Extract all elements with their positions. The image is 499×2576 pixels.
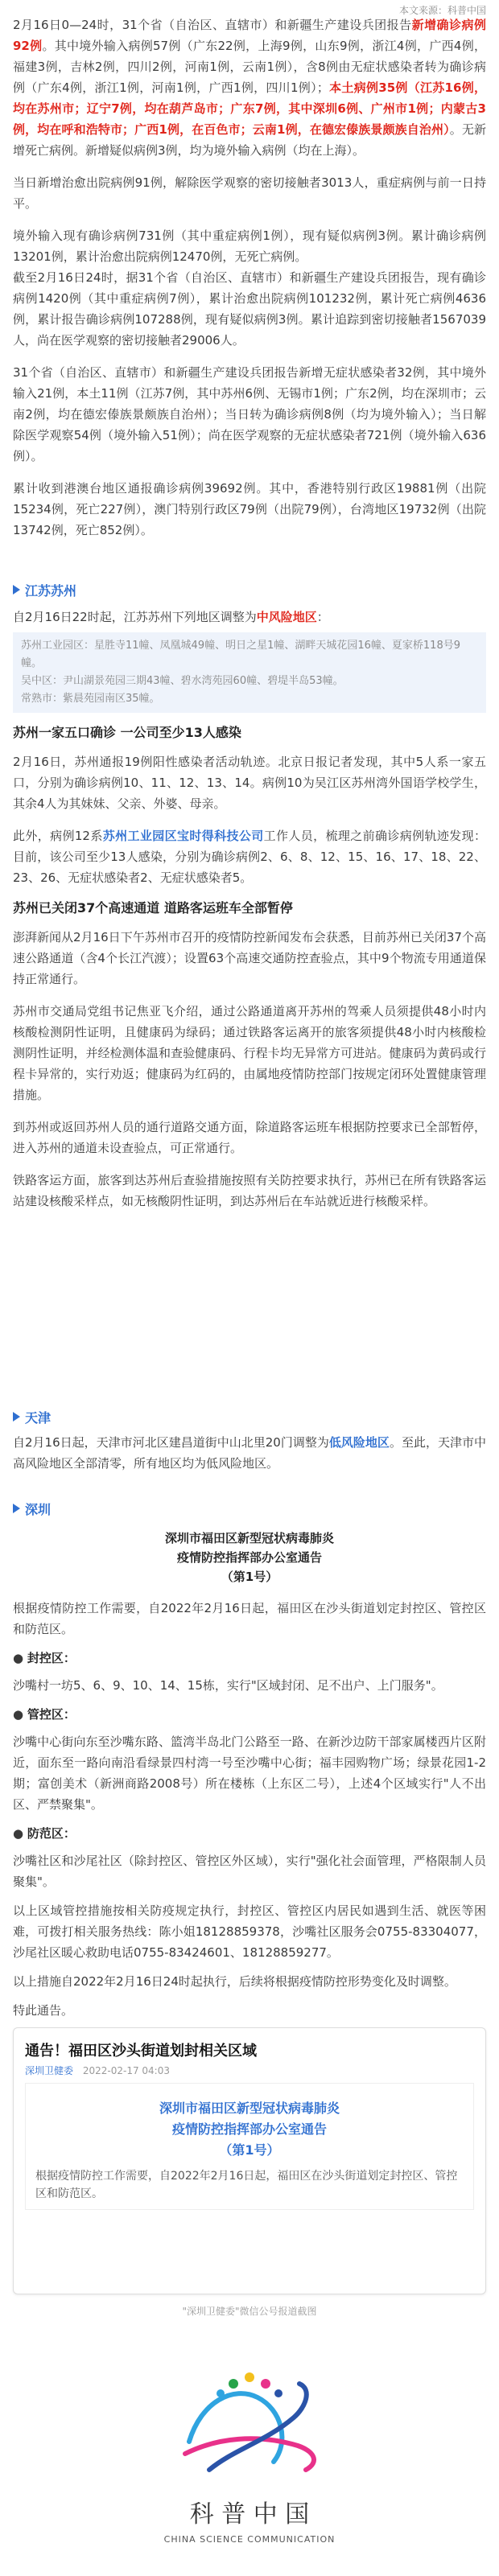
section-header-jiangsu: 江苏苏州 — [0, 579, 499, 600]
control-zone-text: 沙嘴中心街向东至沙嘴东路、篮湾半岛北门公路至一路、在新沙边防干部家属楼西片区附近，面东至一路向南沿看绿景四村湾一号至沙嘴中心街；福丰园购物广场；绿景花园1-2期；富创美术（新洲商路2008号）所在楼栋（上东区二号），上述4个区域实行"人不出区、严禁聚集"。 — [13, 1734, 486, 1812]
prevention-zone-text: 沙嘴社区和沙尾社区（除封控区、管控区外区域），实行"强化社会面管理，严格限制人员聚集"。 — [13, 1854, 486, 1889]
card-notice-box — [25, 2083, 474, 2210]
tianjin-section — [0, 1406, 499, 1474]
intro-paragraph-4: 截至2月16日24时，据31个省（自治区、直辖市）和新疆生产建设兵团报告，现有确诊病例1420例（其中重症病例7例），累计治愈出院病例101232例，累计死亡病例4636例，累计报告确诊病例107288例，现有疑似病例3例。累计追踪到密切接触者1567039人，尚在医学观察的密切接触者29006人。 — [13, 270, 486, 348]
lockdown-zone-text: 沙嘴村一坊5、6、9、10、14、15栋，实行"区域封闭、足不出户、上门服务"。 — [13, 1678, 443, 1693]
wechat-screenshot-card — [13, 2027, 486, 2294]
logo-cn-text: 科 普 中 国 — [189, 2500, 310, 2529]
section-header-tianjin: 天津 — [0, 1406, 499, 1427]
subheading-family-cases: 苏州一家五口确诊 一公司至少13人感染 — [13, 725, 241, 740]
shenzhen-section — [0, 1498, 499, 2087]
shenzhen-paragraph-2: 以上区域管控措施按相关防疫规定执行，封控区、管控区内居民如遇到生活、就医等困难，可拨打相关服务热线：陈小姐18128859378，沙嘴社区服务会0755-83304077，沙尾社区暖心救助电话0755-83424601、18128859277。 — [13, 1903, 486, 1960]
jiangsu-paragraph-2: 2月16日，苏州通报19例阳性感染者活动轨迹。北京日报记者发现，其中5人系一家五口，分别为确诊病例10、11、12、13、14。病例10为吴江区苏州湾外国语学校学生，其余4人为其妹妹、父亲、外婆、母亲。 — [13, 755, 486, 811]
risk-area-item: 苏州工业园区：星胜寺11幢、凤凰城49幢、明日之星1幢、湖畔天城花园16幢、夏家桥118号9幢。 — [21, 640, 460, 669]
card-notice-line-3: （第1号） — [219, 2142, 280, 2158]
jiangsu-paragraph-1: 自2月16日22时起，江苏苏州下列地区调整为中风险地区： — [13, 610, 329, 624]
logo-en-text: CHINA SCIENCE COMMUNICATION — [163, 2534, 336, 2545]
subheading-highway-closure: 苏州已关闭37个高速通道 道路客运班车全部暂停 — [13, 900, 293, 916]
intro-paragraph-2: 当日新增治愈出院病例91例，解除医学观察的密切接触者3013人，重症病例与前一日持平。 — [13, 175, 486, 211]
card-body-text: 根据疫情防控工作需要，自2022年2月16日起，福田区在沙头街道划定封控区、管控区和防范区。 — [35, 2170, 458, 2200]
shenzhen-paragraph-1: 根据疫情防控工作需要，自2022年2月16日起，福田区在沙头街道划定封控区、管控区和防范区。 — [13, 1601, 486, 1636]
tianjin-paragraph: 自2月16日起，天津市河北区建昌道街中山北里20门调整为低风险地区。至此，天津市中高风险地区全部清零，所有地区均为低风险地区。 — [13, 1435, 486, 1471]
shenzhen-paragraph-4: 特此通告。 — [13, 2003, 74, 2018]
intro-paragraph-6: 累计收到港澳台地区通报确诊病例39692例。其中，香港特别行政区19881例（出院15234例，死亡227例），澳门特别行政区79例（出院79例），台湾地区19732例（出院13742例，死亡852例）。 — [13, 481, 486, 537]
risk-area-item: 常熟市：紫晨苑园南区35幢。 — [21, 693, 160, 705]
jiangsu-paragraph-7: 铁路客运方面，旅客到达苏州后查验措施按照有关防控要求执行，苏州已在所有铁路客运站建设核酸采样点，如无核酸阴性证明，到达苏州后在车站就近进行核酸采样。 — [13, 1173, 486, 1208]
card-time: 2022-02-17 04:03 — [82, 2065, 170, 2076]
kepu-logo-icon — [0, 2357, 499, 2566]
source-label: 本文来源：科普中国 — [398, 5, 486, 16]
intro-paragraph-5: 31个省（自治区、直辖市）和新疆生产建设兵团报告新增无症状感染者32例，其中境外输入21例，本土11例（江苏7例，其中苏州6例、无锡市1例；广东2例，均在深圳市；云南2例，均在德宏傣族景颇族自治州）；当日转为确诊病例8例（均为境外输入）；当日解除医学观察54例（境外输入51例）；尚在医学观察的无症状感染者721例（境外输入636例）。 — [13, 365, 486, 463]
jiangsu-paragraph-3: 此外，病例12系苏州工业园区宝时得科技公司工作人员，梳理之前确诊病例轨迹发现：目前，该公司至少13人感染，分别为确诊病例2、6、8、12、15、16、17、18、22、23、26、无症状感染者2、无症状感染者5。 — [13, 829, 486, 885]
jiangsu-paragraph-4: 澎湃新闻从2月16日下午苏州市召开的疫情防控新闻发布会获悉，目前苏州已关闭37个高速公路通道（含4个长江汽渡）；设置63个高速交通防控查验点，其中9个物流专用通道保持正常通行。 — [13, 930, 486, 986]
triangle-marker-icon — [13, 585, 20, 595]
highlight-new-cases: 新增确诊病例92例 — [13, 18, 486, 53]
card-title: 通告！福田区沙头街道划封相关区域 — [25, 2043, 257, 2060]
risk-area-list — [13, 632, 486, 713]
card-meta — [14, 2062, 485, 2080]
triangle-marker-icon — [13, 1504, 20, 1513]
image-caption: "深圳卫健委"微信公号报道截图 — [182, 2306, 317, 2317]
bullet-lockdown-zone: ● 封控区： — [13, 1651, 76, 1665]
notice-title: 深圳市福田区新型冠状病毒肺炎 疫情防控指挥部办公室通告 （第1号） — [164, 1531, 334, 1584]
card-notice-line-1: 深圳市福田区新型冠状病毒肺炎 — [159, 2101, 340, 2116]
card-account: 深圳卫健委 — [25, 2065, 74, 2076]
risk-area-item: 吴中区：尹山湖景苑园三期43幢、碧水湾苑园60幢、碧堤半岛53幢。 — [21, 675, 344, 687]
intro-section — [0, 14, 499, 541]
highlight-local-cases: 本土病例35例（江苏16例，均在苏州市；辽宁7例，均在葫芦岛市；广东7例，其中深圳6例、广州市1例；内蒙古3例，均在呼和浩特市；广西1例，在百色市；云南1例，在德宏傣族景颇族自治州） — [13, 80, 486, 137]
card-notice-line-2: 疫情防控指挥部办公室通告 — [171, 2121, 327, 2137]
triangle-marker-icon — [13, 1412, 20, 1422]
jiangsu-section — [0, 579, 499, 1212]
jiangsu-paragraph-6: 到苏州或返回苏州人员的通行道路交通方面，除道路客运班车根据防控要求已全部暂停，进入苏州的通道未设查验点，可正常通行。 — [13, 1120, 486, 1155]
bullet-prevention-zone: ● 防范区： — [13, 1826, 76, 1841]
shenzhen-paragraph-3: 以上措施自2022年2月16日24时起执行，后续将根据疫情防控形势变化及时调整。 — [13, 1974, 456, 1989]
highlight-low-risk: 低风险地区 — [328, 1435, 390, 1450]
kepu-logo — [0, 2357, 499, 2566]
highlight-company: 苏州工业园区宝时得科技公司 — [102, 829, 264, 843]
highlight-medium-risk: 中风险地区 — [256, 610, 317, 624]
intro-paragraph-1: 2月16日0—24时，31个省（自治区、直辖市）和新疆生产建设兵团报告新增确诊病例92例。其中境外输入病例57例（广东22例，上海9例，山东9例，浙江4例，广西4例，福建3例，吉林2例，四川2例，河南1例，云南1例），含8例由无症状感染者转为确诊病例（广东4例，浙江1例，河南1例，广西1例，四川1例）；本土病例35例（江苏16例，均在苏州市；辽宁7例，均在葫芦岛市；广东7例，其中深圳6例、广州市1例；内蒙古3例，均在呼和浩特市；广西1例，在百色市；云南1例，在德宏傣族景颇族自治州）。无新增死亡病例。新增疑似病例3例，均为境外输入病例（均在上海）。 — [13, 18, 487, 158]
intro-paragraph-3: 境外输入现有确诊病例731例（其中重症病例1例），现有疑似病例3例。累计确诊病例13201例，累计治愈出院病例12470例，无死亡病例。 — [13, 228, 486, 264]
bullet-control-zone: ● 管控区： — [13, 1707, 76, 1722]
jiangsu-paragraph-5: 苏州市交通局党组书记焦亚飞介绍，通过公路通道离开苏州的驾乘人员须提供48小时内核酸检测阴性证明，且健康码为绿码；通过铁路客运离开的旅客须提供48小时内核酸检测阴性证明，并经检测体温和查验健康码、行程卡均无异常方可进站。健康码为黄码或行程卡异常的，实行劝返；健康码为红码的，由属地疫情防控部门按规定闭环处置健康管理措施。 — [13, 1004, 486, 1102]
section-header-shenzhen: 深圳 — [0, 1498, 499, 1519]
